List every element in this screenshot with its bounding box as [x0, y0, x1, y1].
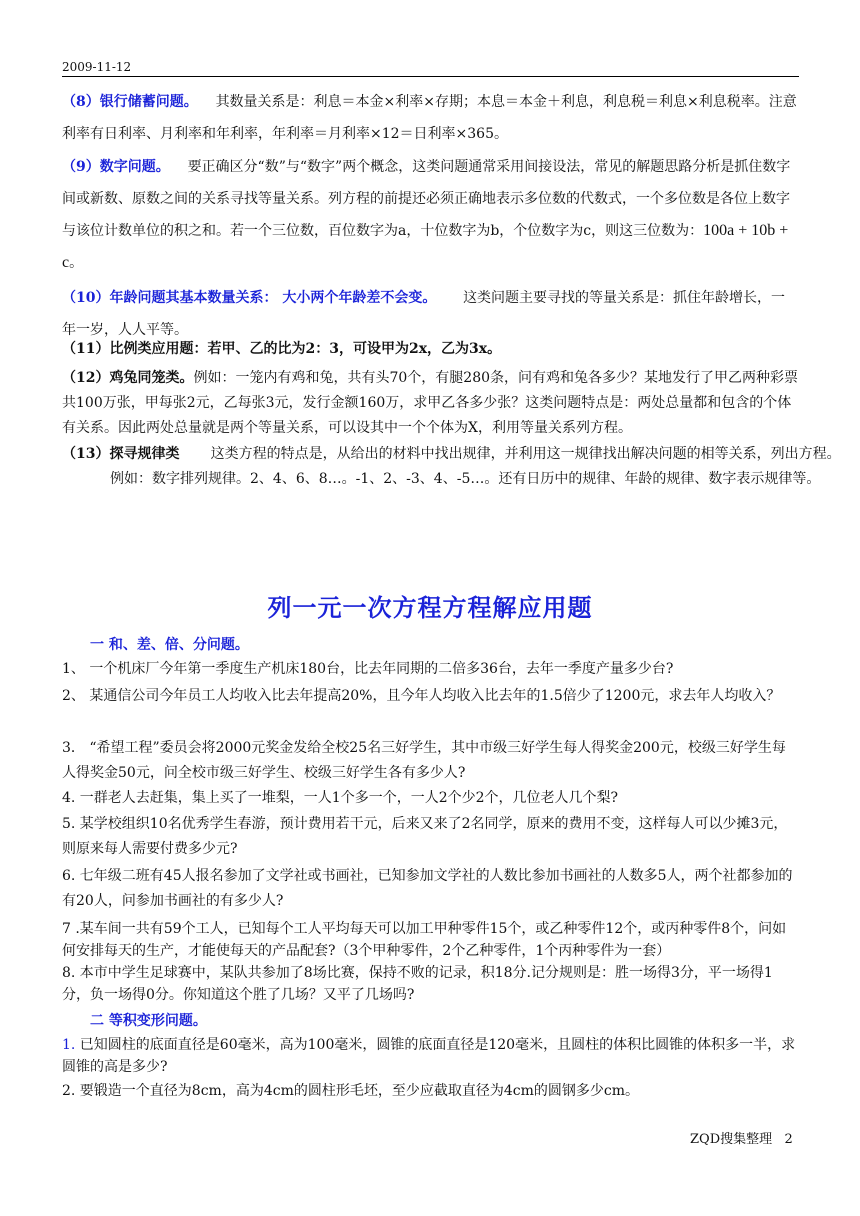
problem-7: 7 .某车间一共有59个工人，已知每个工人平均每天可以加工甲种零件15个，或乙种零件12个，或丙种零件8个，问如何安排每天的生产，才能使每天的产品配套?（3个甲种零件，2个乙种零件，1个丙种零件为一套） [62, 921, 787, 959]
item-13-heading: （13）探寻规律类 [62, 446, 180, 462]
item-8-heading: （8）银行储蓄问题。 [62, 94, 198, 110]
problem-4: 4. 一群老人去赶集，集上买了一堆梨，一人1个多一个，一人2个少2个，几位老人几个梨? [62, 790, 619, 806]
item-11 [62, 338, 799, 360]
section-2-heading: 二 等积变形问题。 [90, 1013, 207, 1029]
item-12 [62, 366, 799, 441]
header-rule [62, 76, 799, 77]
item-11-text: （11）比例类应用题：若甲、乙的比为2：3，可设甲为2x，乙为3x。 [62, 341, 502, 357]
item-12-heading: （12）鸡兔同笼类。 [62, 370, 194, 386]
problem-5: 5. 某学校组织10名优秀学生春游，预计费用若干元，后来又来了2名同学，原来的费用不变，这样每人可以少摊3元，则原来每人需要付费多少元? [62, 816, 788, 857]
item-9-heading: （9）数字问题。 [62, 159, 170, 175]
page-number: 2 [784, 1132, 793, 1147]
footer-text: ZQD搜集整理 [690, 1132, 773, 1147]
problem-2-1-number: 1. [62, 1037, 76, 1053]
item-9 [62, 151, 799, 279]
problem-2-1-text: 已知圆柱的底面直径是60毫米，高为100毫米，圆锥的底面直径是120毫米，且圆柱的体积比圆锥的体积多一半，求圆锥的高是多少? [62, 1037, 796, 1075]
section-1-heading: 一 和、差、倍、分问题。 [90, 637, 249, 653]
item-9-text: 要正确区分“数”与“数字”两个概念，这类问题通常采用间接设法，常见的解题思路分析是抓住数字间或新数、原数之间的关系寻找等量关系。列方程的前提还必须正确地表示多位数的代数式，一个多位数是各位上数字与该位计数单位的积之和。若一个三位数，百位数字为a，十位数字为b，个位数字为c，则这三位数为： [62, 159, 791, 239]
problem-2: 2、 某通信公司今年员工人均收入比去年提高20%，且今年人均收入比去年的1.5倍少了1200元，求去年人均收入？ [62, 688, 781, 704]
item-10 [62, 282, 799, 346]
item-8 [62, 86, 799, 150]
problem-3: 3． “希望工程”委员会将2000元奖金发给全校25名三好学生，其中市级三好学生每人得奖金200元，校级三好学生每人得奖金50元，问全校市级三好学生、校级三好学生各有多少人? [62, 740, 786, 781]
item-13-text: 这类方程的特点是，从给出的材料中找出规律，并利用这一规律找出解决问题的相等关系，列出方程。例如：数字排列规律。2、4、6、8…。-1、2、-3、4、-5…。还有日历中的规律、年龄的规律、数字表示规律等。 [110, 446, 841, 487]
item-10-text: 这类问题主要寻找的等量关系是：抓住年龄增长，一年一岁，人人平等。 [62, 290, 786, 338]
item-9-end: 。 [69, 255, 84, 271]
item-12-text: 例如：一笼内有鸡和兔，共有头70个，有腿280条，问有鸡和兔各多少？某地发行了甲乙两种彩票共100万张，甲每张2元，乙每张3元，发行金额160万，求甲乙各多少张？这类问题特点是：两处总量都和包含的个体有关系。因此两处总量就是两个等量关系，可以设其中一个个体为X，利用等量关系列方程。 [62, 370, 799, 436]
page-title: 列一元一次方程方程解应用题 [267, 593, 593, 622]
item-9-formula: 100a + 10b + c [62, 222, 789, 271]
problem-6: 6. 七年级二班有45人报名参加了文学社或书画社，已知参加文学社的人数比参加书画社的人数多5人，两个社都参加的有20人，问参加书画社的有多少人? [62, 868, 793, 909]
problem-8: 8. 本市中学生足球赛中，某队共参加了8场比赛，保持不败的记录，积18分.记分规则是：胜一场得3分，平一场得1分，负一场得0分。你知道这个胜了几场？又平了几场吗? [62, 965, 773, 1003]
page-footer [690, 1128, 793, 1147]
problem-2-2: 2. 要锻造一个直径为8cm，高为4cm的圆柱形毛坯，至少应截取直径为4cm的圆钢多少cm。 [62, 1083, 639, 1099]
header-date: 2009-11-12 [62, 60, 132, 74]
item-13 [62, 442, 847, 492]
problem-2-1 [62, 1034, 799, 1078]
item-8-text: 其数量关系是：利息＝本金×利率×存期；本息＝本金＋利息，利息税＝利息×利息税率。注意利率有日利率、月利率和年利率，年利率＝月利率×12＝日利率×365。 [62, 94, 797, 142]
item-10-heading: （10）年龄问题其基本数量关系： 大小两个年龄差不会变。 [62, 290, 437, 306]
problem-1: 1、 一个机床厂今年第一季度生产机床180台，比去年同期的二倍多36台，去年一季度产量多少台? [62, 661, 674, 677]
